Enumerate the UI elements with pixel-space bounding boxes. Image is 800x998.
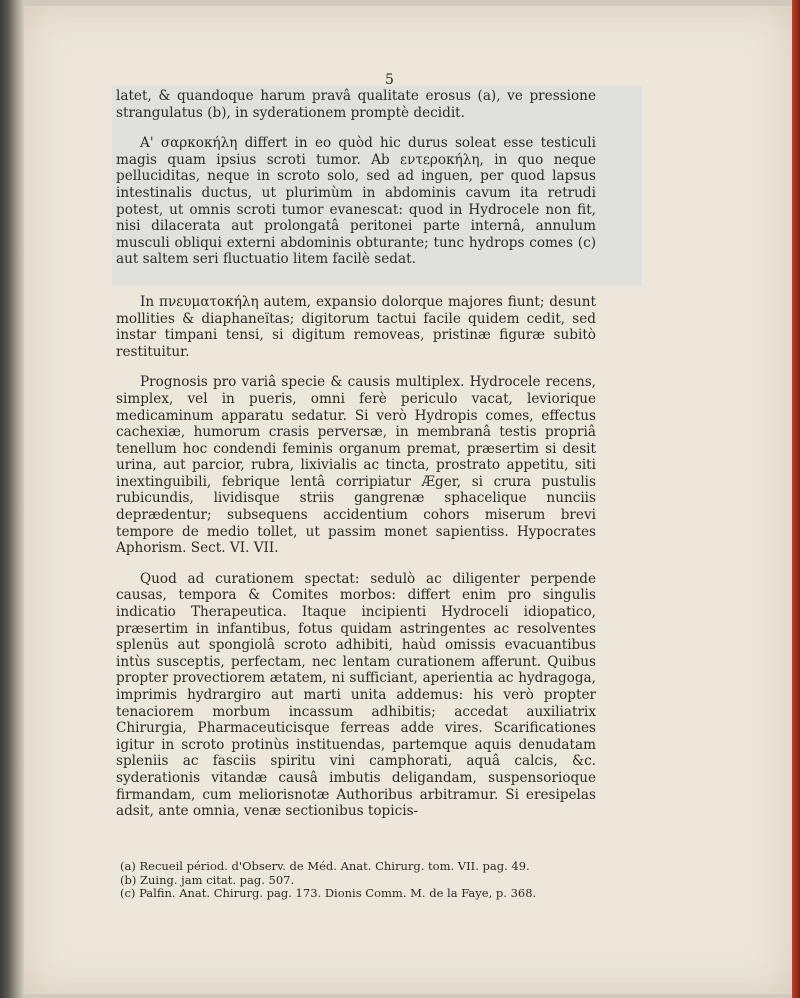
paragraph-prognosis: Prognosis pro variâ specie & causis multiplex. Hydrocele recens, simplex, vel in pueris, omni ferè periculo vacat, leviorique medicaminum apparatu sedatur. Si verò Hydropis comes, effectus cachexiæ, humorum crasis perversæ, in membranâ testis propriâ tenellum hoc condendi feminis organum premat, præsertim si desit urina, aut parcior, rubra, lixivialis ac tincta, prostrato appetitu, siti inextinguibili, febrique lentâ corripiatur Æger, si crura pustulis rubicundis, lividisque striis gangrenæ sphacelique nunciis deprædentur; subsequens accidentium cohors miserum brevi tempore de medio tollet, ut passim monet sapientiss. Hypocrates Aphorism. Sect. VI. VII. — [116, 374, 596, 557]
footnote-a: (a) Recueil périod. d'Observ. de Méd. Anat. Chirurg. tom. VII. pag. 49. — [120, 859, 530, 873]
body-text — [116, 72, 596, 820]
paragraph-curatio: Quod ad curationem spectat: sedulò ac diligenter perpende causas, tempora & Comites morbos: differt enim pro singulis indicatio Therapeutica. Itaque incipienti Hydroceli idiopatico, præsertim in infantibus, fotus quidam astringentes ac resolventes splenüs aut spongiolâ scroto adhibiti, haùd omissis evacuantibus intùs susceptis, perfectam, nec lentam curationem afferunt. Quibus propter provectiorem ætatem, ni sufficiant, aperientia ac hydragoga, imprimis hydrargiro aut marti unita addemus: his verò propter tenaciorem morbum incassum adhibitis; accedat auxiliatrix Chirurgia, Pharmaceuticisque ferreas adde vires. Scarificationes igitur in scroto protinùs instituendas, partemque aquis denudatam spleniis ac fasciis spiritu vini camphorati, aquâ calcis, &c. syderationis vitandæ causâ imbutis deligandam, suspensorioque firmandam, cum meliorisnotæ Authoribus arbitramur. Si eresipelas adsit, ante omnia, venæ sectionibus topicis- — [116, 570, 596, 820]
footnotes — [120, 860, 590, 901]
paragraph-continuation: latet, & quandoque harum pravâ qualitate erosus (a), ve pressione strangulatus (b), in syderationem promptè decidit. — [116, 88, 596, 121]
page-number: 5 — [385, 72, 394, 88]
footnote-b: (b) Zuing. jam citat. pag. 507. — [120, 872, 295, 887]
book-cover-edge — [792, 0, 800, 998]
paragraph-sarcocele: A' σαρκοκήλη differt in eo quòd hic durus soleat esse testiculi magis quam ipsius scroti tumor. Ab εντεροκήλη, in quo neque pelluciditas, neque in scroto solo, sed ad inguen, per quod lapsus intestinalis ductus, ut plurimùm in abdominis cavum ita retrudi potest, ut omnis scroti tumor evanescat: quod in Hydrocele non fit, nisi dilacerata aut prolongatâ peritonei parte internâ, annulum musculi obliqui externi abdominis obturante; tunc hydrops comes (c) aut saltem seri fluctuatio litem facilè sedat. — [116, 135, 596, 268]
footnote-c: (c) Palfin. Anat. Chirurg. pag. 173. Dionis Comm. M. de la Faye, p. 368. — [120, 886, 537, 900]
paragraph-pneumatocele: In πνευματοκήλη autem, expansio dolorque majores fiunt; desunt mollities & diaphaneïtas; digitorum tactui facile quidem cedit, sed instar timpani tensi, si digitum removeas, pristinæ figuræ subitò restituitur. — [116, 293, 596, 360]
